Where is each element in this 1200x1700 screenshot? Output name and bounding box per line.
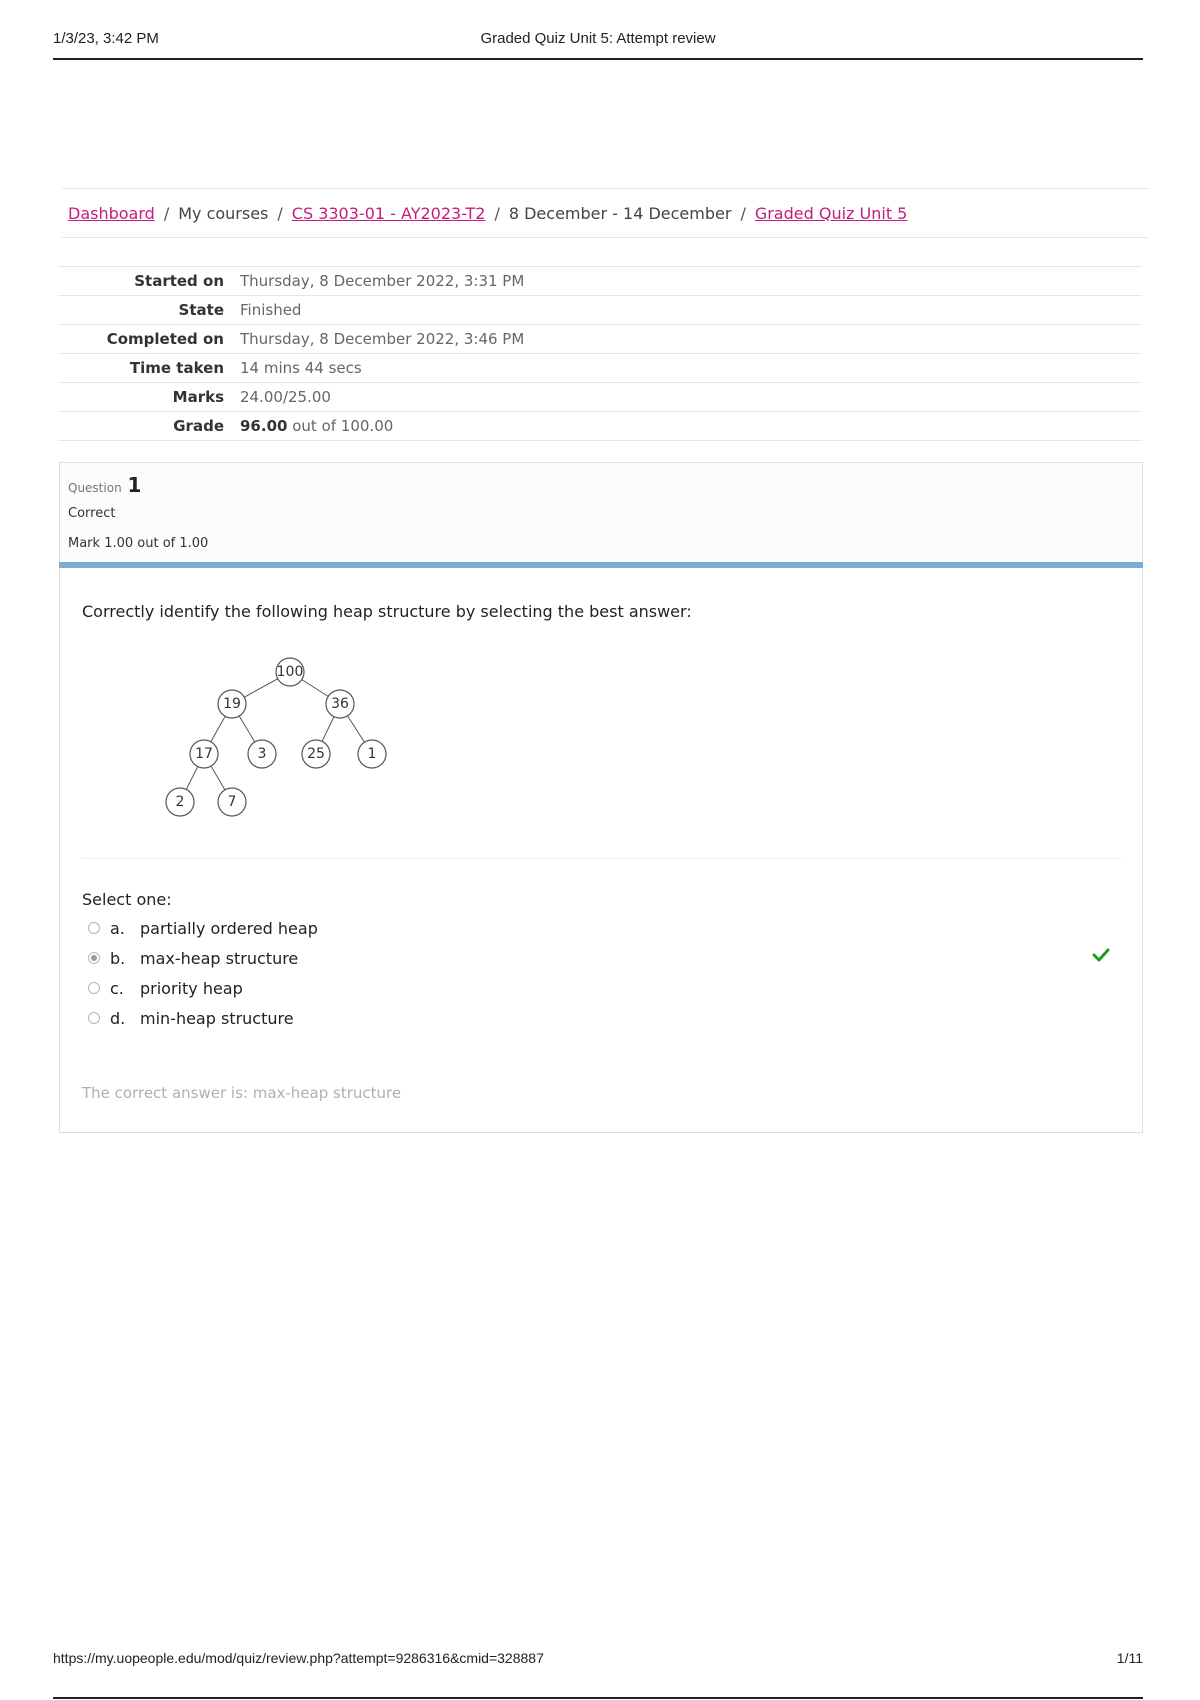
heap-diagram (100, 648, 400, 848)
summary-row-started (58, 267, 1142, 296)
question-state: Correct (68, 506, 116, 521)
radio-button-selected[interactable] (88, 952, 100, 964)
summary-row-time (58, 354, 1142, 383)
answer-option-c[interactable] (88, 976, 243, 1000)
answer-option-b[interactable] (88, 946, 298, 970)
summary-value (232, 412, 1142, 441)
heap-node-label: 25 (307, 746, 325, 762)
option-letter: d. (110, 1008, 126, 1028)
heap-node-label: 19 (223, 696, 241, 712)
heap-node-label: 1 (367, 746, 377, 762)
radio-button[interactable] (88, 982, 100, 994)
summary-label: Started on (134, 272, 224, 290)
content-divider (82, 858, 1122, 859)
page-number: 1/11 (1116, 1650, 1143, 1666)
page-url: https://my.uopeople.edu/mod/quiz/review.php?attempt=9286316&cmid=328887 (53, 1650, 544, 1666)
question-mark: Mark 1.00 out of 1.00 (68, 536, 209, 551)
answer-option-a[interactable] (88, 916, 318, 940)
summary-value: Thursday, 8 December 2022, 3:31 PM (240, 272, 525, 290)
heap-node-label: 100 (276, 664, 304, 680)
summary-value: Thursday, 8 December 2022, 3:46 PM (240, 330, 525, 348)
summary-row-state (58, 296, 1142, 325)
answer-prompt: Select one: (82, 890, 172, 909)
summary-row-grade (58, 412, 1142, 441)
breadcrumb-week: 8 December - 14 December (508, 203, 732, 223)
radio-button[interactable] (88, 922, 100, 934)
breadcrumb-separator: / (277, 203, 283, 223)
option-text: priority heap (140, 978, 243, 998)
breadcrumb-my-courses: My courses (178, 203, 269, 223)
question-content (59, 568, 1143, 1133)
summary-label: Completed on (106, 330, 224, 348)
radio-button[interactable] (88, 1012, 100, 1024)
heap-node-label: 3 (257, 746, 267, 762)
option-letter: c. (110, 978, 124, 998)
question-label: Question (68, 481, 122, 495)
print-footer (53, 1650, 1143, 1699)
heap-node-label: 2 (175, 794, 185, 810)
answer-option-d[interactable] (88, 1006, 294, 1030)
breadcrumb-quiz-link[interactable]: Graded Quiz Unit 5 (754, 203, 908, 223)
breadcrumb-dashboard-link[interactable]: Dashboard (68, 203, 155, 223)
option-text: max-heap structure (140, 948, 299, 968)
summary-label: Time taken (129, 359, 224, 377)
summary-value: 14 mins 44 secs (240, 359, 362, 377)
print-title: Graded Quiz Unit 5: Attempt review (480, 30, 716, 47)
grade-suffix: out of 100.00 (292, 417, 394, 435)
summary-label: Grade (173, 417, 224, 435)
summary-value: 24.00/25.00 (240, 388, 331, 406)
question-text: Correctly identify the following heap structure by selecting the best answer: (82, 602, 692, 621)
heap-node-label: 17 (195, 746, 213, 762)
print-date: 1/3/23, 3:42 PM (53, 30, 159, 47)
breadcrumb-separator: / (740, 203, 746, 223)
summary-row-marks (58, 383, 1142, 412)
question-number-value: 1 (127, 473, 142, 497)
heap-node-label: 36 (331, 696, 349, 712)
print-header (53, 28, 1143, 60)
option-letter: a. (110, 918, 125, 938)
breadcrumb (62, 188, 1148, 238)
summary-label: State (178, 301, 224, 319)
attempt-summary-table (58, 266, 1142, 441)
summary-label: Marks (172, 388, 224, 406)
option-text: min-heap structure (140, 1008, 294, 1028)
breadcrumb-separator: / (494, 203, 500, 223)
option-letter: b. (110, 948, 126, 968)
summary-row-completed (58, 325, 1142, 354)
grade-value: 96.00 (240, 417, 288, 435)
breadcrumb-course-link[interactable]: CS 3303-01 - AY2023-T2 (291, 203, 486, 223)
option-text: partially ordered heap (140, 918, 318, 938)
question-number (68, 473, 141, 497)
breadcrumb-separator: / (163, 203, 170, 223)
correct-check-icon (1092, 947, 1110, 963)
question-info (59, 462, 1143, 563)
summary-value: Finished (240, 301, 302, 319)
correct-answer-feedback: The correct answer is: max-heap structure (82, 1084, 402, 1102)
heap-node-label: 7 (227, 794, 237, 810)
